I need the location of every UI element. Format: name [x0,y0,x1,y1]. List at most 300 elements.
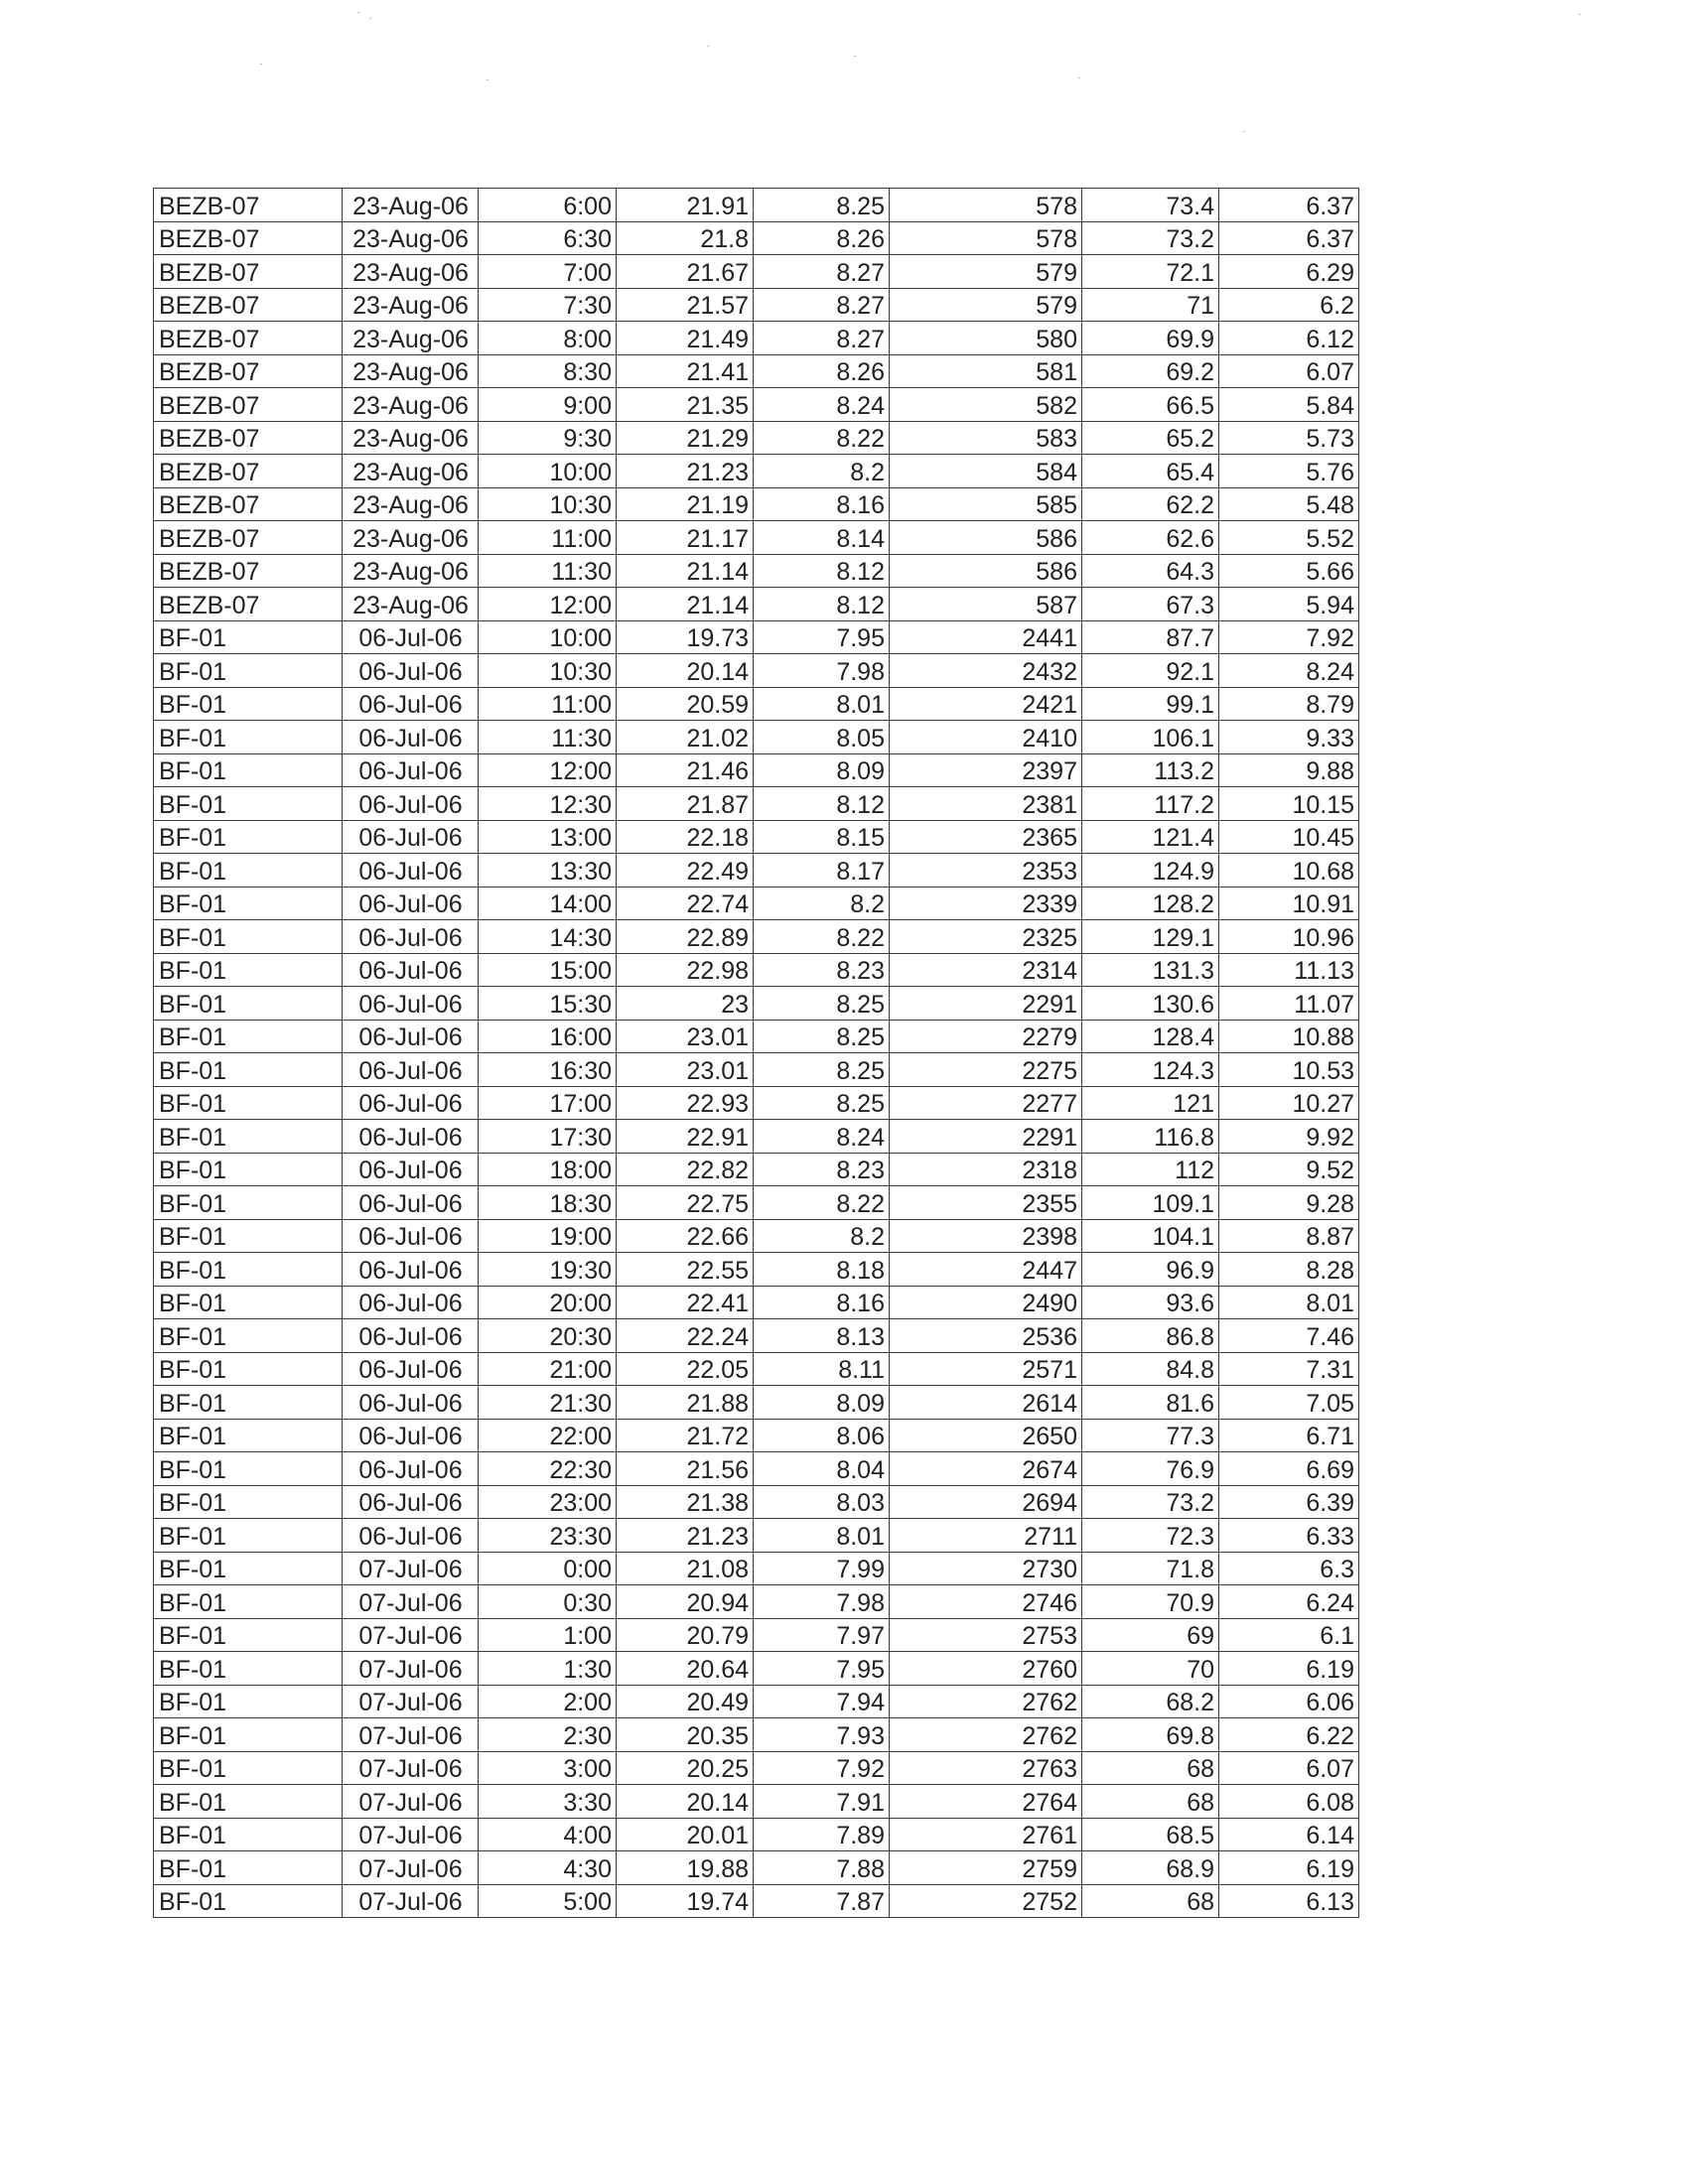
time-cell: 12:30 [479,787,617,821]
conductivity-cell: 2614 [890,1386,1082,1420]
date-cell: 06-Jul-06 [343,1153,479,1186]
ph-cell: 8.17 [754,854,890,887]
date-cell: 07-Jul-06 [343,1718,479,1752]
do-percent-cell: 109.1 [1082,1186,1219,1220]
time-cell: 19:00 [479,1219,617,1253]
ph-cell: 8.27 [754,255,890,289]
do-percent-cell: 116.8 [1082,1120,1219,1154]
do-mgl-cell: 9.52 [1219,1153,1359,1186]
station-cell: BF-01 [154,1884,343,1918]
do-mgl-cell: 6.19 [1219,1652,1359,1686]
ph-cell: 8.25 [754,987,890,1021]
do-mgl-cell: 6.37 [1219,189,1359,222]
do-mgl-cell: 11.07 [1219,987,1359,1021]
conductivity-cell: 2339 [890,887,1082,920]
station-cell: BF-01 [154,1685,343,1718]
date-cell: 06-Jul-06 [343,1219,479,1253]
temperature-cell: 20.94 [617,1585,754,1619]
conductivity-cell: 2325 [890,920,1082,954]
station-cell: BEZB-07 [154,487,343,521]
date-cell: 23-Aug-06 [343,354,479,388]
table-row [154,521,1359,555]
temperature-cell: 23.01 [617,1053,754,1087]
do-percent-cell: 68.5 [1082,1818,1219,1851]
station-cell: BEZB-07 [154,421,343,455]
date-cell: 06-Jul-06 [343,1053,479,1087]
do-mgl-cell: 5.66 [1219,554,1359,588]
date-cell: 23-Aug-06 [343,588,479,621]
table-row [154,1751,1359,1785]
time-cell: 10:30 [479,654,617,688]
do-percent-cell: 73.2 [1082,221,1219,255]
temperature-cell: 21.41 [617,354,754,388]
station-cell: BF-01 [154,1086,343,1120]
do-percent-cell: 68 [1082,1751,1219,1785]
station-cell: BEZB-07 [154,354,343,388]
time-cell: 18:30 [479,1186,617,1220]
table-row [154,1219,1359,1253]
conductivity-cell: 579 [890,288,1082,322]
do-mgl-cell: 5.94 [1219,588,1359,621]
temperature-cell: 21.17 [617,521,754,555]
ph-cell: 8.12 [754,588,890,621]
do-percent-cell: 71 [1082,288,1219,322]
station-cell: BEZB-07 [154,255,343,289]
time-cell: 13:00 [479,820,617,854]
date-cell: 06-Jul-06 [343,1452,479,1486]
temperature-cell: 20.25 [617,1751,754,1785]
time-cell: 0:00 [479,1552,617,1585]
do-percent-cell: 121 [1082,1086,1219,1120]
ph-cell: 8.25 [754,189,890,222]
station-cell: BF-01 [154,620,343,654]
do-percent-cell: 81.6 [1082,1386,1219,1420]
conductivity-cell: 2275 [890,1053,1082,1087]
date-cell: 07-Jul-06 [343,1552,479,1585]
date-cell: 06-Jul-06 [343,1386,479,1420]
temperature-cell: 19.74 [617,1884,754,1918]
do-mgl-cell: 9.28 [1219,1186,1359,1220]
table-row [154,787,1359,821]
table-row [154,721,1359,754]
do-mgl-cell: 10.53 [1219,1053,1359,1087]
station-cell: BEZB-07 [154,189,343,222]
table-row [154,1319,1359,1353]
table-row [154,388,1359,422]
do-mgl-cell: 10.15 [1219,787,1359,821]
time-cell: 1:00 [479,1618,617,1652]
table-body [154,189,1359,1918]
station-cell: BF-01 [154,654,343,688]
time-cell: 15:00 [479,953,617,987]
time-cell: 4:00 [479,1818,617,1851]
conductivity-cell: 2752 [890,1884,1082,1918]
table-row [154,1884,1359,1918]
conductivity-cell: 2571 [890,1352,1082,1386]
scan-speck [260,64,262,65]
temperature-cell: 22.93 [617,1086,754,1120]
do-mgl-cell: 5.52 [1219,521,1359,555]
do-mgl-cell: 5.76 [1219,455,1359,488]
conductivity-cell: 2762 [890,1685,1082,1718]
date-cell: 06-Jul-06 [343,1319,479,1353]
ph-cell: 8.25 [754,1053,890,1087]
do-percent-cell: 106.1 [1082,721,1219,754]
ph-cell: 8.06 [754,1419,890,1452]
table-row [154,887,1359,920]
do-mgl-cell: 8.79 [1219,687,1359,721]
time-cell: 22:30 [479,1452,617,1486]
scan-speck [1078,77,1080,78]
table-row [154,1086,1359,1120]
table-row [154,554,1359,588]
date-cell: 07-Jul-06 [343,1785,479,1819]
date-cell: 23-Aug-06 [343,189,479,222]
conductivity-cell: 2279 [890,1020,1082,1053]
conductivity-cell: 584 [890,455,1082,488]
temperature-cell: 19.73 [617,620,754,654]
station-cell: BF-01 [154,1552,343,1585]
temperature-cell: 21.02 [617,721,754,754]
table-row [154,1452,1359,1486]
time-cell: 2:30 [479,1718,617,1752]
date-cell: 06-Jul-06 [343,753,479,787]
table-row [154,487,1359,521]
temperature-cell: 22.49 [617,854,754,887]
time-cell: 10:30 [479,487,617,521]
do-percent-cell: 84.8 [1082,1352,1219,1386]
station-cell: BF-01 [154,1219,343,1253]
scan-speck [854,56,856,57]
conductivity-cell: 585 [890,487,1082,521]
do-percent-cell: 113.2 [1082,753,1219,787]
do-percent-cell: 92.1 [1082,654,1219,688]
ph-cell: 8.03 [754,1485,890,1519]
temperature-cell: 22.91 [617,1120,754,1154]
do-percent-cell: 124.3 [1082,1053,1219,1087]
do-mgl-cell: 6.69 [1219,1452,1359,1486]
station-cell: BF-01 [154,1419,343,1452]
conductivity-cell: 2277 [890,1086,1082,1120]
ph-cell: 8.27 [754,322,890,355]
ph-cell: 8.2 [754,887,890,920]
do-mgl-cell: 8.01 [1219,1286,1359,1319]
temperature-cell: 21.8 [617,221,754,255]
table-row [154,1519,1359,1553]
temperature-cell: 22.74 [617,887,754,920]
temperature-cell: 22.41 [617,1286,754,1319]
date-cell: 06-Jul-06 [343,1485,479,1519]
conductivity-cell: 2753 [890,1618,1082,1652]
time-cell: 16:00 [479,1020,617,1053]
scan-speck [357,12,359,13]
ph-cell: 8.12 [754,787,890,821]
do-percent-cell: 70 [1082,1652,1219,1686]
station-cell: BEZB-07 [154,322,343,355]
table-row [154,1652,1359,1686]
table-row [154,1585,1359,1619]
do-mgl-cell: 11.13 [1219,953,1359,987]
conductivity-cell: 2365 [890,820,1082,854]
do-mgl-cell: 10.88 [1219,1020,1359,1053]
do-mgl-cell: 8.28 [1219,1253,1359,1287]
do-mgl-cell: 8.87 [1219,1219,1359,1253]
conductivity-cell: 581 [890,354,1082,388]
station-cell: BF-01 [154,753,343,787]
table-row [154,1386,1359,1420]
do-mgl-cell: 6.12 [1219,322,1359,355]
do-percent-cell: 72.3 [1082,1519,1219,1553]
station-cell: BF-01 [154,1319,343,1353]
do-mgl-cell: 7.92 [1219,620,1359,654]
conductivity-cell: 2397 [890,753,1082,787]
ph-cell: 7.99 [754,1552,890,1585]
temperature-cell: 21.35 [617,388,754,422]
scan-speck [487,79,489,80]
do-mgl-cell: 6.1 [1219,1618,1359,1652]
table-row [154,1186,1359,1220]
station-cell: BEZB-07 [154,455,343,488]
conductivity-cell: 2490 [890,1286,1082,1319]
time-cell: 7:30 [479,288,617,322]
table-row [154,1785,1359,1819]
ph-cell: 7.98 [754,1585,890,1619]
table-row [154,421,1359,455]
ph-cell: 7.97 [754,1618,890,1652]
table-row [154,1685,1359,1718]
time-cell: 11:00 [479,687,617,721]
ph-cell: 8.01 [754,687,890,721]
station-cell: BF-01 [154,1452,343,1486]
conductivity-cell: 2410 [890,721,1082,754]
ph-cell: 8.04 [754,1452,890,1486]
table-row [154,322,1359,355]
table-row [154,1485,1359,1519]
table-row [154,1286,1359,1319]
station-cell: BEZB-07 [154,521,343,555]
ph-cell: 7.87 [754,1884,890,1918]
do-percent-cell: 70.9 [1082,1585,1219,1619]
ph-cell: 8.09 [754,753,890,787]
conductivity-cell: 2447 [890,1253,1082,1287]
date-cell: 06-Jul-06 [343,987,479,1021]
table-row [154,687,1359,721]
ph-cell: 8.23 [754,953,890,987]
do-mgl-cell: 6.33 [1219,1519,1359,1553]
date-cell: 06-Jul-06 [343,1419,479,1452]
conductivity-cell: 2694 [890,1485,1082,1519]
date-cell: 06-Jul-06 [343,953,479,987]
conductivity-cell: 2381 [890,787,1082,821]
do-mgl-cell: 6.07 [1219,1751,1359,1785]
do-mgl-cell: 6.37 [1219,221,1359,255]
time-cell: 6:00 [479,189,617,222]
temperature-cell: 21.67 [617,255,754,289]
station-cell: BF-01 [154,721,343,754]
date-cell: 23-Aug-06 [343,288,479,322]
date-cell: 23-Aug-06 [343,487,479,521]
do-mgl-cell: 10.91 [1219,887,1359,920]
do-mgl-cell: 10.96 [1219,920,1359,954]
station-cell: BF-01 [154,1785,343,1819]
temperature-cell: 20.14 [617,654,754,688]
conductivity-cell: 580 [890,322,1082,355]
do-mgl-cell: 6.22 [1219,1718,1359,1752]
ph-cell: 7.95 [754,620,890,654]
station-cell: BF-01 [154,1818,343,1851]
conductivity-cell: 2291 [890,987,1082,1021]
table-row [154,189,1359,222]
time-cell: 5:00 [479,1884,617,1918]
conductivity-cell: 2421 [890,687,1082,721]
table-row [154,1419,1359,1452]
date-cell: 06-Jul-06 [343,1352,479,1386]
ph-cell: 8.24 [754,1120,890,1154]
temperature-cell: 19.88 [617,1851,754,1885]
time-cell: 13:30 [479,854,617,887]
do-percent-cell: 76.9 [1082,1452,1219,1486]
station-cell: BF-01 [154,920,343,954]
temperature-cell: 21.29 [617,421,754,455]
time-cell: 21:30 [479,1386,617,1420]
do-percent-cell: 128.2 [1082,887,1219,920]
conductivity-cell: 2746 [890,1585,1082,1619]
conductivity-cell: 579 [890,255,1082,289]
date-cell: 06-Jul-06 [343,620,479,654]
temperature-cell: 22.24 [617,1319,754,1353]
do-percent-cell: 77.3 [1082,1419,1219,1452]
do-mgl-cell: 6.14 [1219,1818,1359,1851]
do-percent-cell: 117.2 [1082,787,1219,821]
scan-speck [1243,131,1245,132]
do-mgl-cell: 9.92 [1219,1120,1359,1154]
table-row [154,654,1359,688]
table-row [154,588,1359,621]
ph-cell: 7.95 [754,1652,890,1686]
conductivity-cell: 582 [890,388,1082,422]
ph-cell: 7.94 [754,1685,890,1718]
station-cell: BF-01 [154,1519,343,1553]
do-percent-cell: 69 [1082,1618,1219,1652]
ph-cell: 8.18 [754,1253,890,1287]
time-cell: 10:00 [479,620,617,654]
conductivity-cell: 2674 [890,1452,1082,1486]
time-cell: 23:30 [479,1519,617,1553]
conductivity-cell: 586 [890,554,1082,588]
date-cell: 07-Jul-06 [343,1818,479,1851]
date-cell: 06-Jul-06 [343,854,479,887]
do-mgl-cell: 10.27 [1219,1086,1359,1120]
conductivity-cell: 2353 [890,854,1082,887]
date-cell: 06-Jul-06 [343,787,479,821]
time-cell: 0:30 [479,1585,617,1619]
time-cell: 9:30 [479,421,617,455]
temperature-cell: 20.35 [617,1718,754,1752]
date-cell: 07-Jul-06 [343,1851,479,1885]
do-mgl-cell: 6.07 [1219,354,1359,388]
do-mgl-cell: 6.2 [1219,288,1359,322]
do-mgl-cell: 7.46 [1219,1319,1359,1353]
do-mgl-cell: 5.48 [1219,487,1359,521]
do-percent-cell: 69.2 [1082,354,1219,388]
date-cell: 07-Jul-06 [343,1685,479,1718]
table-row [154,1352,1359,1386]
do-mgl-cell: 7.05 [1219,1386,1359,1420]
do-percent-cell: 68.2 [1082,1685,1219,1718]
scan-speck [707,46,709,47]
time-cell: 23:00 [479,1485,617,1519]
date-cell: 06-Jul-06 [343,1020,479,1053]
temperature-cell: 20.14 [617,1785,754,1819]
table-row [154,820,1359,854]
temperature-cell: 22.75 [617,1186,754,1220]
do-mgl-cell: 6.13 [1219,1884,1359,1918]
station-cell: BEZB-07 [154,388,343,422]
station-cell: BF-01 [154,1618,343,1652]
time-cell: 11:30 [479,721,617,754]
conductivity-cell: 2759 [890,1851,1082,1885]
temperature-cell: 21.88 [617,1386,754,1420]
time-cell: 12:00 [479,588,617,621]
do-mgl-cell: 6.08 [1219,1785,1359,1819]
table-row [154,854,1359,887]
ph-cell: 8.15 [754,820,890,854]
ph-cell: 8.25 [754,1020,890,1053]
do-percent-cell: 72.1 [1082,255,1219,289]
do-percent-cell: 73.2 [1082,1485,1219,1519]
date-cell: 07-Jul-06 [343,1751,479,1785]
date-cell: 06-Jul-06 [343,820,479,854]
station-cell: BF-01 [154,1053,343,1087]
date-cell: 23-Aug-06 [343,221,479,255]
do-percent-cell: 112 [1082,1153,1219,1186]
station-cell: BF-01 [154,1020,343,1053]
date-cell: 06-Jul-06 [343,887,479,920]
ph-cell: 7.93 [754,1718,890,1752]
table-row [154,953,1359,987]
station-cell: BF-01 [154,687,343,721]
time-cell: 2:00 [479,1685,617,1718]
date-cell: 23-Aug-06 [343,322,479,355]
scan-speck [1579,14,1581,15]
date-cell: 07-Jul-06 [343,1652,479,1686]
do-mgl-cell: 10.45 [1219,820,1359,854]
station-cell: BF-01 [154,1120,343,1154]
ph-cell: 8.14 [754,521,890,555]
station-cell: BF-01 [154,953,343,987]
do-percent-cell: 68 [1082,1884,1219,1918]
date-cell: 23-Aug-06 [343,255,479,289]
station-cell: BF-01 [154,1652,343,1686]
time-cell: 3:30 [479,1785,617,1819]
do-percent-cell: 130.6 [1082,987,1219,1021]
conductivity-cell: 2318 [890,1153,1082,1186]
do-percent-cell: 66.5 [1082,388,1219,422]
conductivity-cell: 2291 [890,1120,1082,1154]
date-cell: 06-Jul-06 [343,1519,479,1553]
table-row [154,1053,1359,1087]
time-cell: 21:00 [479,1352,617,1386]
time-cell: 20:00 [479,1286,617,1319]
ph-cell: 7.88 [754,1851,890,1885]
data-table [153,188,1359,1918]
do-mgl-cell: 5.84 [1219,388,1359,422]
do-percent-cell: 67.3 [1082,588,1219,621]
temperature-cell: 20.79 [617,1618,754,1652]
do-percent-cell: 69.9 [1082,322,1219,355]
do-mgl-cell: 6.24 [1219,1585,1359,1619]
temperature-cell: 21.38 [617,1485,754,1519]
